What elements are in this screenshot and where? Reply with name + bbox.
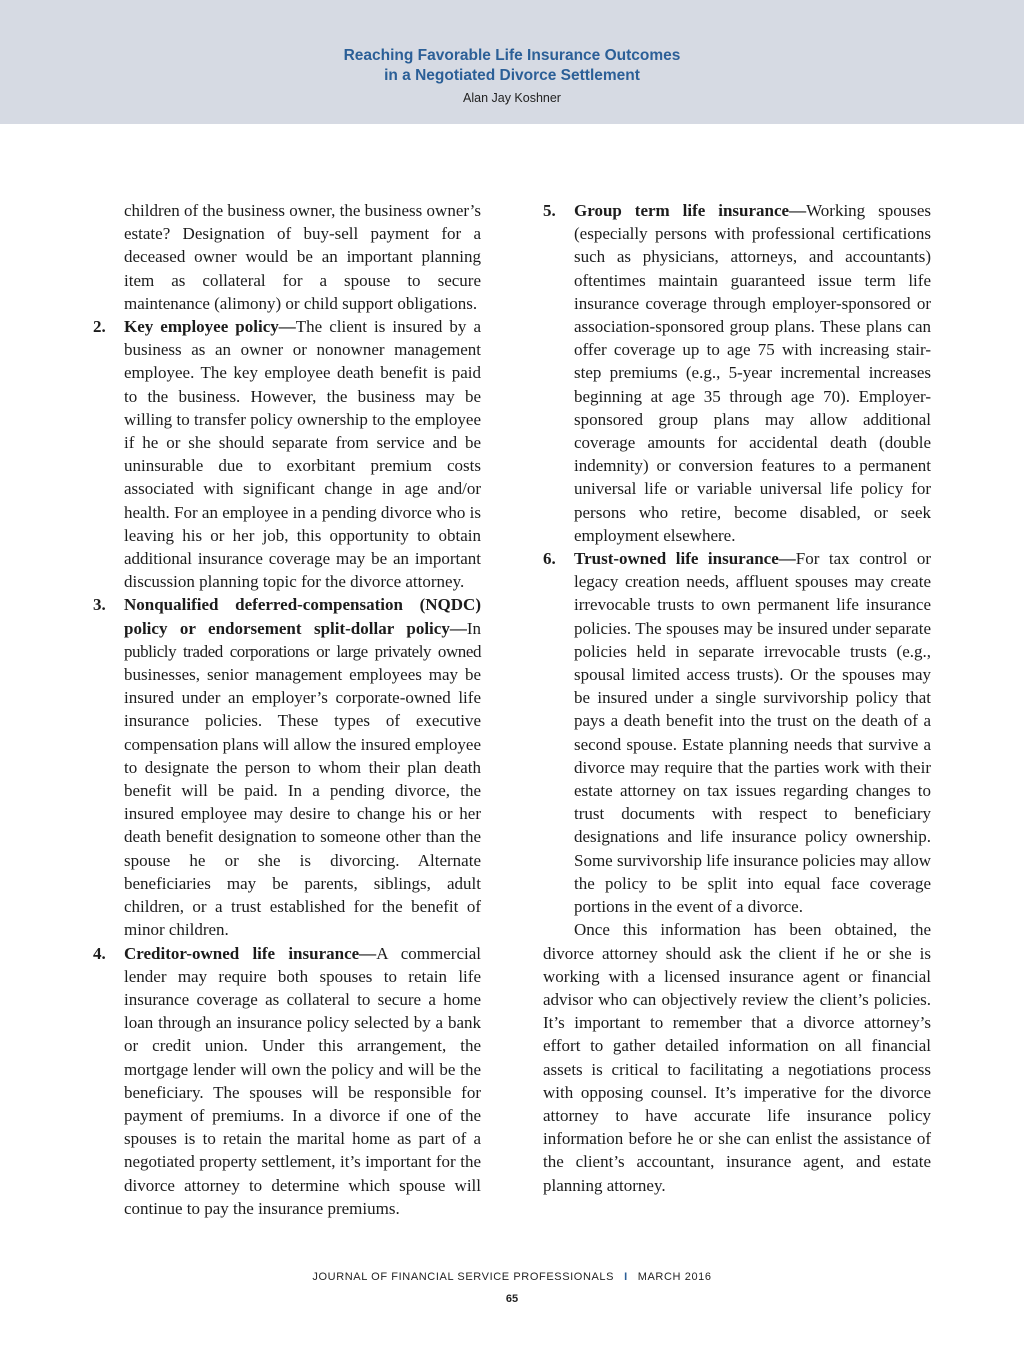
list-item-2 xyxy=(93,315,481,593)
closing-paragraph: Once this information has been obtained, the divorce attorney should ask the client if he or she is working with a licensed insurance agent or financial advisor who can objectively review the client’s policies. It’s important to remember that a divorce attorney’s effort to gather detailed information on all financial assets is critical to facilitating a negotiations process with opposing counsel. It’s imperative for the divorce attorney to have accurate life insurance policy information before he or she can enlist the assistance of the client’s accountant, insurance agent, and estate planning attorney. xyxy=(543,920,931,1195)
right-column xyxy=(543,199,931,1197)
item-body-rest: businesses, senior management employees may be insured under an employer’s corporate-owned life insurance policies. These types of executive compensation plans will allow the insured employee to designate the person to whom their plan death benefit will be paid. In a pending divorce, the insured employee may desire to change his or her death benefit designation to someone other than the spouse he or she is divorcing. Alternate beneficiaries may be parents, siblings, adult children, or a trust established for the benefit of minor children. xyxy=(124,665,481,940)
page-number: 65 xyxy=(505,1293,519,1305)
item-number: 5. xyxy=(543,201,556,220)
item-number: 2. xyxy=(93,317,106,337)
item-heading: Nonqualified deferred-compensation (NQDC) policy or endorsement split-dollar policy— xyxy=(124,595,481,638)
header-author: Alan Jay Koshner xyxy=(463,91,561,105)
list-item-3 xyxy=(93,593,481,941)
running-header xyxy=(0,0,1024,124)
item-heading: Key employee policy— xyxy=(124,317,296,337)
header-title-line-2: in a Negotiated Divorce Settlement xyxy=(384,67,640,84)
item-body-first: In xyxy=(466,618,481,638)
item-heading: Trust-owned life insurance— xyxy=(574,549,796,569)
item-number: 6. xyxy=(543,549,556,569)
item-body-tight-line: publicly traded corporations or large privately owned xyxy=(124,641,481,661)
item-heading: Creditor-owned life insurance— xyxy=(124,943,377,963)
continuation-paragraph: children of the business owner, the business owner’s estate? Designation of buy-sell payment for a deceased owner would be an important planning item as collateral for a spouse to secure maintenance (alimony) or child support obligations. xyxy=(124,201,481,313)
issue-date: MARCH 2016 xyxy=(637,1271,712,1283)
list-item-6 xyxy=(543,547,931,918)
item-heading: Group term life insurance— xyxy=(574,201,807,220)
left-column xyxy=(93,199,481,1220)
item-body: The client is insured by a business as an owner or nonowner management employee. The key employee death benefit is paid to the business. However, the business may be willing to transfer policy ownership to the employee if he or she should separate from service and be uninsurable due to exorbitant premium costs associated with significant change in age and/or health. For an employee in a pending divorce who is leaving his or her job, this opportunity to obtain additional insurance coverage may be an important discussion planning topic for the divorce attorney. xyxy=(124,317,481,592)
header-title-line-1: Reaching Favorable Life Insurance Outcomes xyxy=(343,47,681,64)
journal-name: JOURNAL OF FINANCIAL SERVICE PROFESSIONALS xyxy=(312,1271,615,1283)
list-item-4 xyxy=(93,942,481,1220)
item-body: Working spouses (especially persons with professional certifications such as physicians, attorneys, and accountants) oftentimes maintain guaranteed issue term life insurance coverage through employer-sponsored or association-sponsored group plans. These plans can offer coverage up to age 75 with increasing stair-step premiums (e.g., 5-year incremental increases beginning at age 35 through age 70). Employer-sponsored group plans may allow additional coverage amounts for accidental death (double indemnity) or conversion features to a permanent universal life or variable universal life policy for persons who retire, become disabled, or seek employment elsewhere. xyxy=(574,201,931,545)
item-body: For tax control or legacy creation needs, affluent spouses may create irrevocable trusts to own permanent life insurance policies. The spouses may be insured under separate policies held in separate irrevocable trusts (e.g., spousal limited access trusts). Or the spouses may be insured under a single survivorship policy that pays a death benefit into the trust on the death of a second spouse. Estate planning needs that survive a divorce may require that the parties work with their estate attorney on tax issues regarding changes to trust documents with respect to beneficiary designations and life insurance policy ownership. Some survivorship life insurance policies may allow the policy to be split into equal face coverage portions in the event of a divorce. xyxy=(574,549,931,917)
running-footer xyxy=(0,1271,1024,1283)
item-number: 3. xyxy=(93,595,106,615)
list-item-5 xyxy=(543,199,931,547)
item-body: A commercial lender may require both spouses to retain life insurance coverage as collateral to secure a home loan through an insurance policy selected by a bank or credit union. Under this arrangement, the mortgage lender will own the policy and will be the beneficiary. The spouses will be responsible for payment of premiums. In a divorce if one of the spouses is to retain the marital home as part of a negotiated property settlement, it’s important for the divorce attorney to determine which spouse will continue to pay the insurance premiums. xyxy=(124,943,482,1218)
item-number: 4. xyxy=(93,943,106,963)
footer-separator: I xyxy=(624,1271,628,1283)
